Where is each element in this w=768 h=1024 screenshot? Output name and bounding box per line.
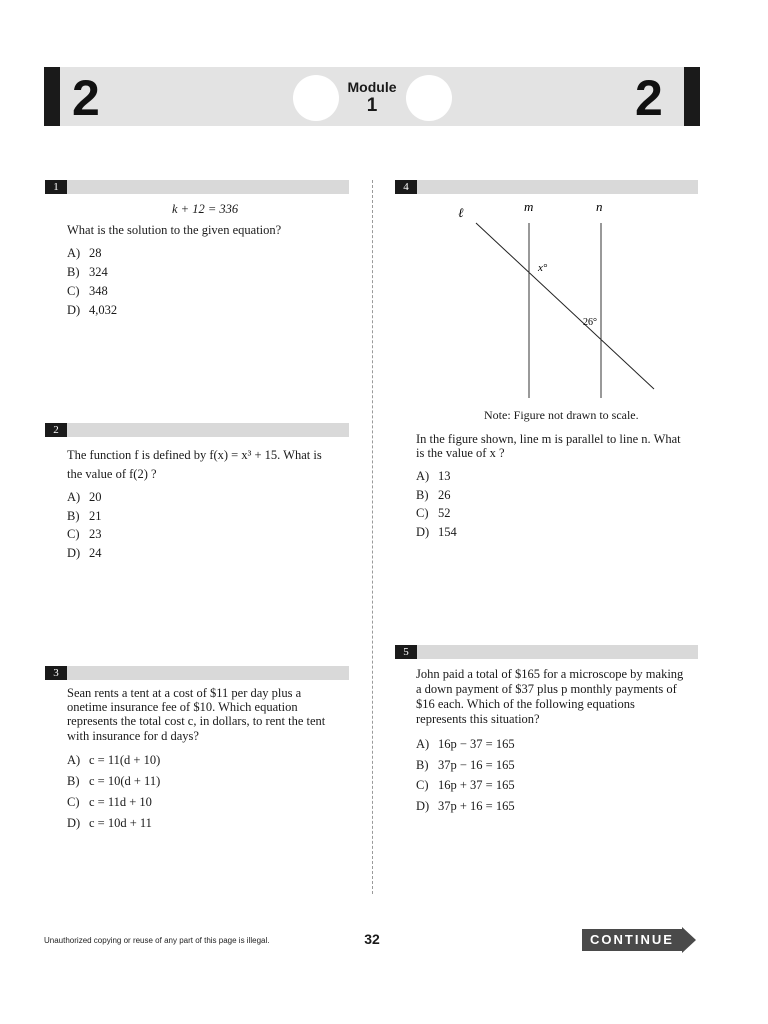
question-2-choice-a[interactable]: A) 20 [67,490,102,504]
section-number-right: 2 [635,70,663,126]
question-1-choice-d[interactable]: D) 4,032 [67,303,118,317]
question-5-prompt-line-1: John paid a total of $165 for a microscope by making [416,667,684,681]
label-angle-x: x° [538,262,548,274]
question-5-prompt-line-2: a down payment of $37 plus p monthly payments of [416,682,677,696]
question-1-choice-b[interactable]: B) 324 [67,265,108,279]
question-3-prompt-line-4: with insurance for d days? [67,729,199,743]
question-5-bar [395,645,698,659]
question-1-prompt: What is the solution to the given equation? [67,223,282,237]
line-l [476,223,654,389]
question-1-choice-a[interactable]: A) 28 [67,246,102,260]
header-right-bar [684,67,700,126]
module-number: 1 [366,95,378,116]
copyright-notice: Unauthorized copying or reuse of any part of this page is illegal. [44,936,270,945]
section-number-left: 2 [72,70,100,126]
label-line-n: n [596,199,603,214]
question-3-prompt-line-3: represents the total cost c, in dollars, to rent the tent [67,714,326,728]
question-4-choice-d[interactable]: D) 154 [416,525,457,539]
question-1-bar [45,180,349,194]
question-3-choice-c[interactable]: C) c = 11d + 10 [67,795,152,809]
label-angle-26: 26° [583,317,597,328]
question-1-choice-c[interactable]: C) 348 [67,284,108,298]
question-2-choice-b[interactable]: B) 21 [67,509,102,523]
question-5-number: 5 [395,645,417,659]
question-3-number: 3 [45,666,67,680]
page-number: 32 [364,931,380,947]
question-5-prompt-line-4: represents this situation? [416,712,540,726]
question-2-choice-c[interactable]: C) 23 [67,527,102,541]
question-1-equation: k + 12 = 336 [172,202,239,216]
question-4-choice-a[interactable]: A) 13 [416,469,451,483]
question-3-choice-d[interactable]: D) c = 10d + 11 [67,816,152,830]
question-2-bar [45,423,349,437]
header-left-bar [44,67,60,126]
question-5-choice-d[interactable]: D) 37p + 16 = 165 [416,799,515,813]
question-4-choice-b[interactable]: B) 26 [416,488,451,502]
question-3-prompt-line-2: onetime insurance fee of $10. Which equation [67,700,298,714]
module-label: Module [347,79,397,95]
question-4-bar [395,180,698,194]
column-divider [372,180,373,894]
question-4-number: 4 [395,180,417,194]
question-2-number: 2 [45,423,67,437]
question-3-prompt-line-1: Sean rents a tent at a cost of $11 per day plus a [67,686,302,700]
question-4-prompt-line-1: In the figure shown, line m is parallel to line n. What [416,432,681,446]
question-3-choice-b[interactable]: B) c = 10(d + 11) [67,774,161,788]
question-2-prompt-line-1: The function f is defined by f(x) = x³ + 15. What is [67,448,322,462]
question-4-prompt-line-2: is the value of x ? [416,446,505,460]
question-3-choice-a[interactable]: A) c = 11(d + 10) [67,753,161,767]
label-line-l: ℓ [458,205,464,220]
question-5-prompt-line-3: $16 each. Which of the following equations [416,697,635,711]
question-4-figure-note: Note: Figure not drawn to scale. [484,408,639,422]
continue-button[interactable]: CONTINUE [590,932,674,947]
question-4-figure [450,195,670,405]
question-4-choice-c[interactable]: C) 52 [416,506,451,520]
question-2-prompt-line-2: the value of f(2) ? [67,467,157,481]
question-2-choice-d[interactable]: D) 24 [67,546,102,560]
question-1-number: 1 [45,180,67,194]
question-5-choice-a[interactable]: A) 16p − 37 = 165 [416,737,515,751]
question-5-choice-b[interactable]: B) 37p − 16 = 165 [416,758,515,772]
question-3-bar [45,666,349,680]
question-5-choice-c[interactable]: C) 16p + 37 = 165 [416,778,515,792]
label-line-m: m [524,199,534,214]
